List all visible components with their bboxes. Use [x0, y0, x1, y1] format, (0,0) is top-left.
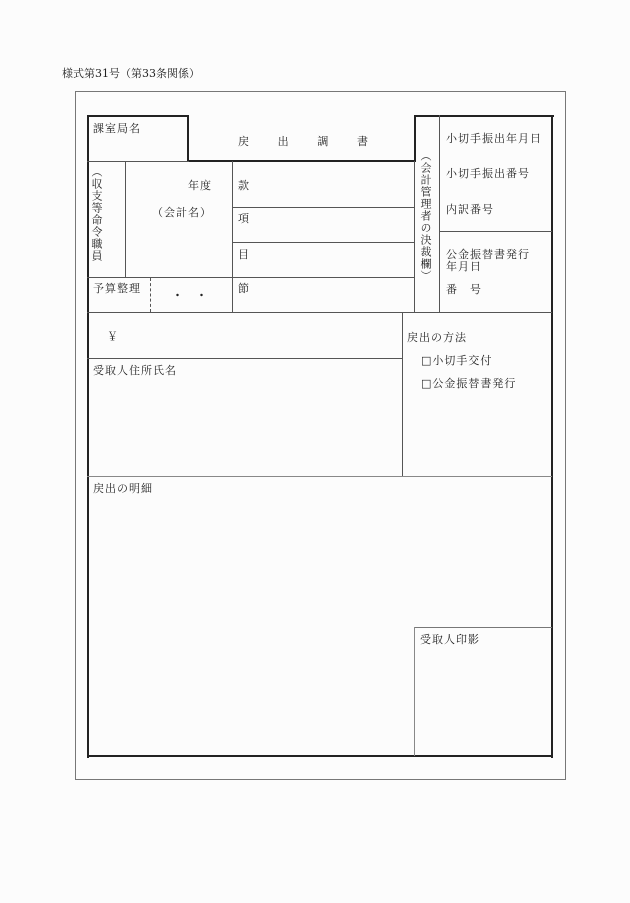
- frame-line: [87, 115, 189, 117]
- frame-line: [87, 115, 89, 758]
- grid-line: [87, 476, 552, 477]
- checkbox-icon[interactable]: □: [421, 377, 433, 390]
- grid-line: [439, 231, 552, 232]
- grid-line: [87, 358, 402, 359]
- dept-label: 課室局名: [93, 122, 141, 135]
- grid-line: [439, 115, 440, 312]
- transfer-date-label-2: 年月日: [446, 260, 482, 273]
- title-char: 出: [277, 135, 289, 148]
- dashed-divider: [150, 278, 151, 312]
- grid-line: [232, 207, 414, 208]
- approver-label-col1: （収支等命令職員: [90, 166, 103, 262]
- setsu-label: 節: [238, 282, 250, 295]
- recipient-label: 受取人住所氏名: [93, 364, 177, 377]
- grid-line: [414, 627, 415, 756]
- grid-line: [414, 627, 552, 628]
- grid-line: [125, 161, 126, 278]
- title-char: 書: [356, 135, 368, 148]
- check-date-label: 小切手振出年月日: [446, 132, 542, 145]
- grid-line: [87, 277, 414, 278]
- method-option-transfer[interactable]: [421, 377, 516, 390]
- method-option-label: 小切手交付: [432, 354, 493, 367]
- details-label: 戻出の明細: [93, 482, 153, 495]
- kan-label: 款: [238, 179, 250, 192]
- frame-line: [551, 115, 553, 758]
- budget-dots: ・ ・: [172, 289, 208, 302]
- yen-symbol: ￥: [107, 330, 119, 343]
- grid-line: [232, 161, 233, 312]
- frame-line: [187, 160, 416, 162]
- method-option-check[interactable]: [421, 354, 492, 367]
- grid-line: [402, 312, 403, 476]
- grid-line: [232, 242, 414, 243]
- form-id: 様式第31号（第33条関係）: [62, 67, 200, 80]
- grid-line: [87, 312, 552, 313]
- form-title: [238, 133, 368, 149]
- number-label: 番 号: [446, 283, 482, 296]
- checkbox-icon[interactable]: □: [421, 354, 433, 367]
- check-number-label: 小切手振出番号: [446, 167, 530, 180]
- title-char: 調: [317, 135, 329, 148]
- frame-line: [87, 755, 553, 757]
- budget-label: 予算整理: [93, 282, 141, 295]
- title-char: 戻: [238, 135, 249, 148]
- transfer-date-label-1: 公金振替書発行: [446, 248, 530, 261]
- accountant-label: （会計管理者の決裁欄）: [419, 150, 432, 282]
- grid-line: [87, 161, 189, 162]
- approver-label: [90, 166, 103, 276]
- page-border: [75, 91, 566, 780]
- frame-line: [414, 115, 416, 162]
- seal-label: 受取人印影: [420, 633, 480, 646]
- fiscal-year-label: 年度: [188, 179, 212, 192]
- method-option-label: 公金振替書発行: [432, 377, 517, 390]
- method-label: 戻出の方法: [407, 331, 467, 344]
- account-name-label: （会計名）: [152, 206, 212, 219]
- frame-line: [187, 115, 189, 162]
- breakdown-number-label: 内訳番号: [446, 203, 494, 216]
- grid-line: [414, 161, 415, 312]
- frame-line: [414, 115, 554, 117]
- moku-label: 目: [238, 248, 250, 261]
- kou-label: 項: [238, 212, 250, 225]
